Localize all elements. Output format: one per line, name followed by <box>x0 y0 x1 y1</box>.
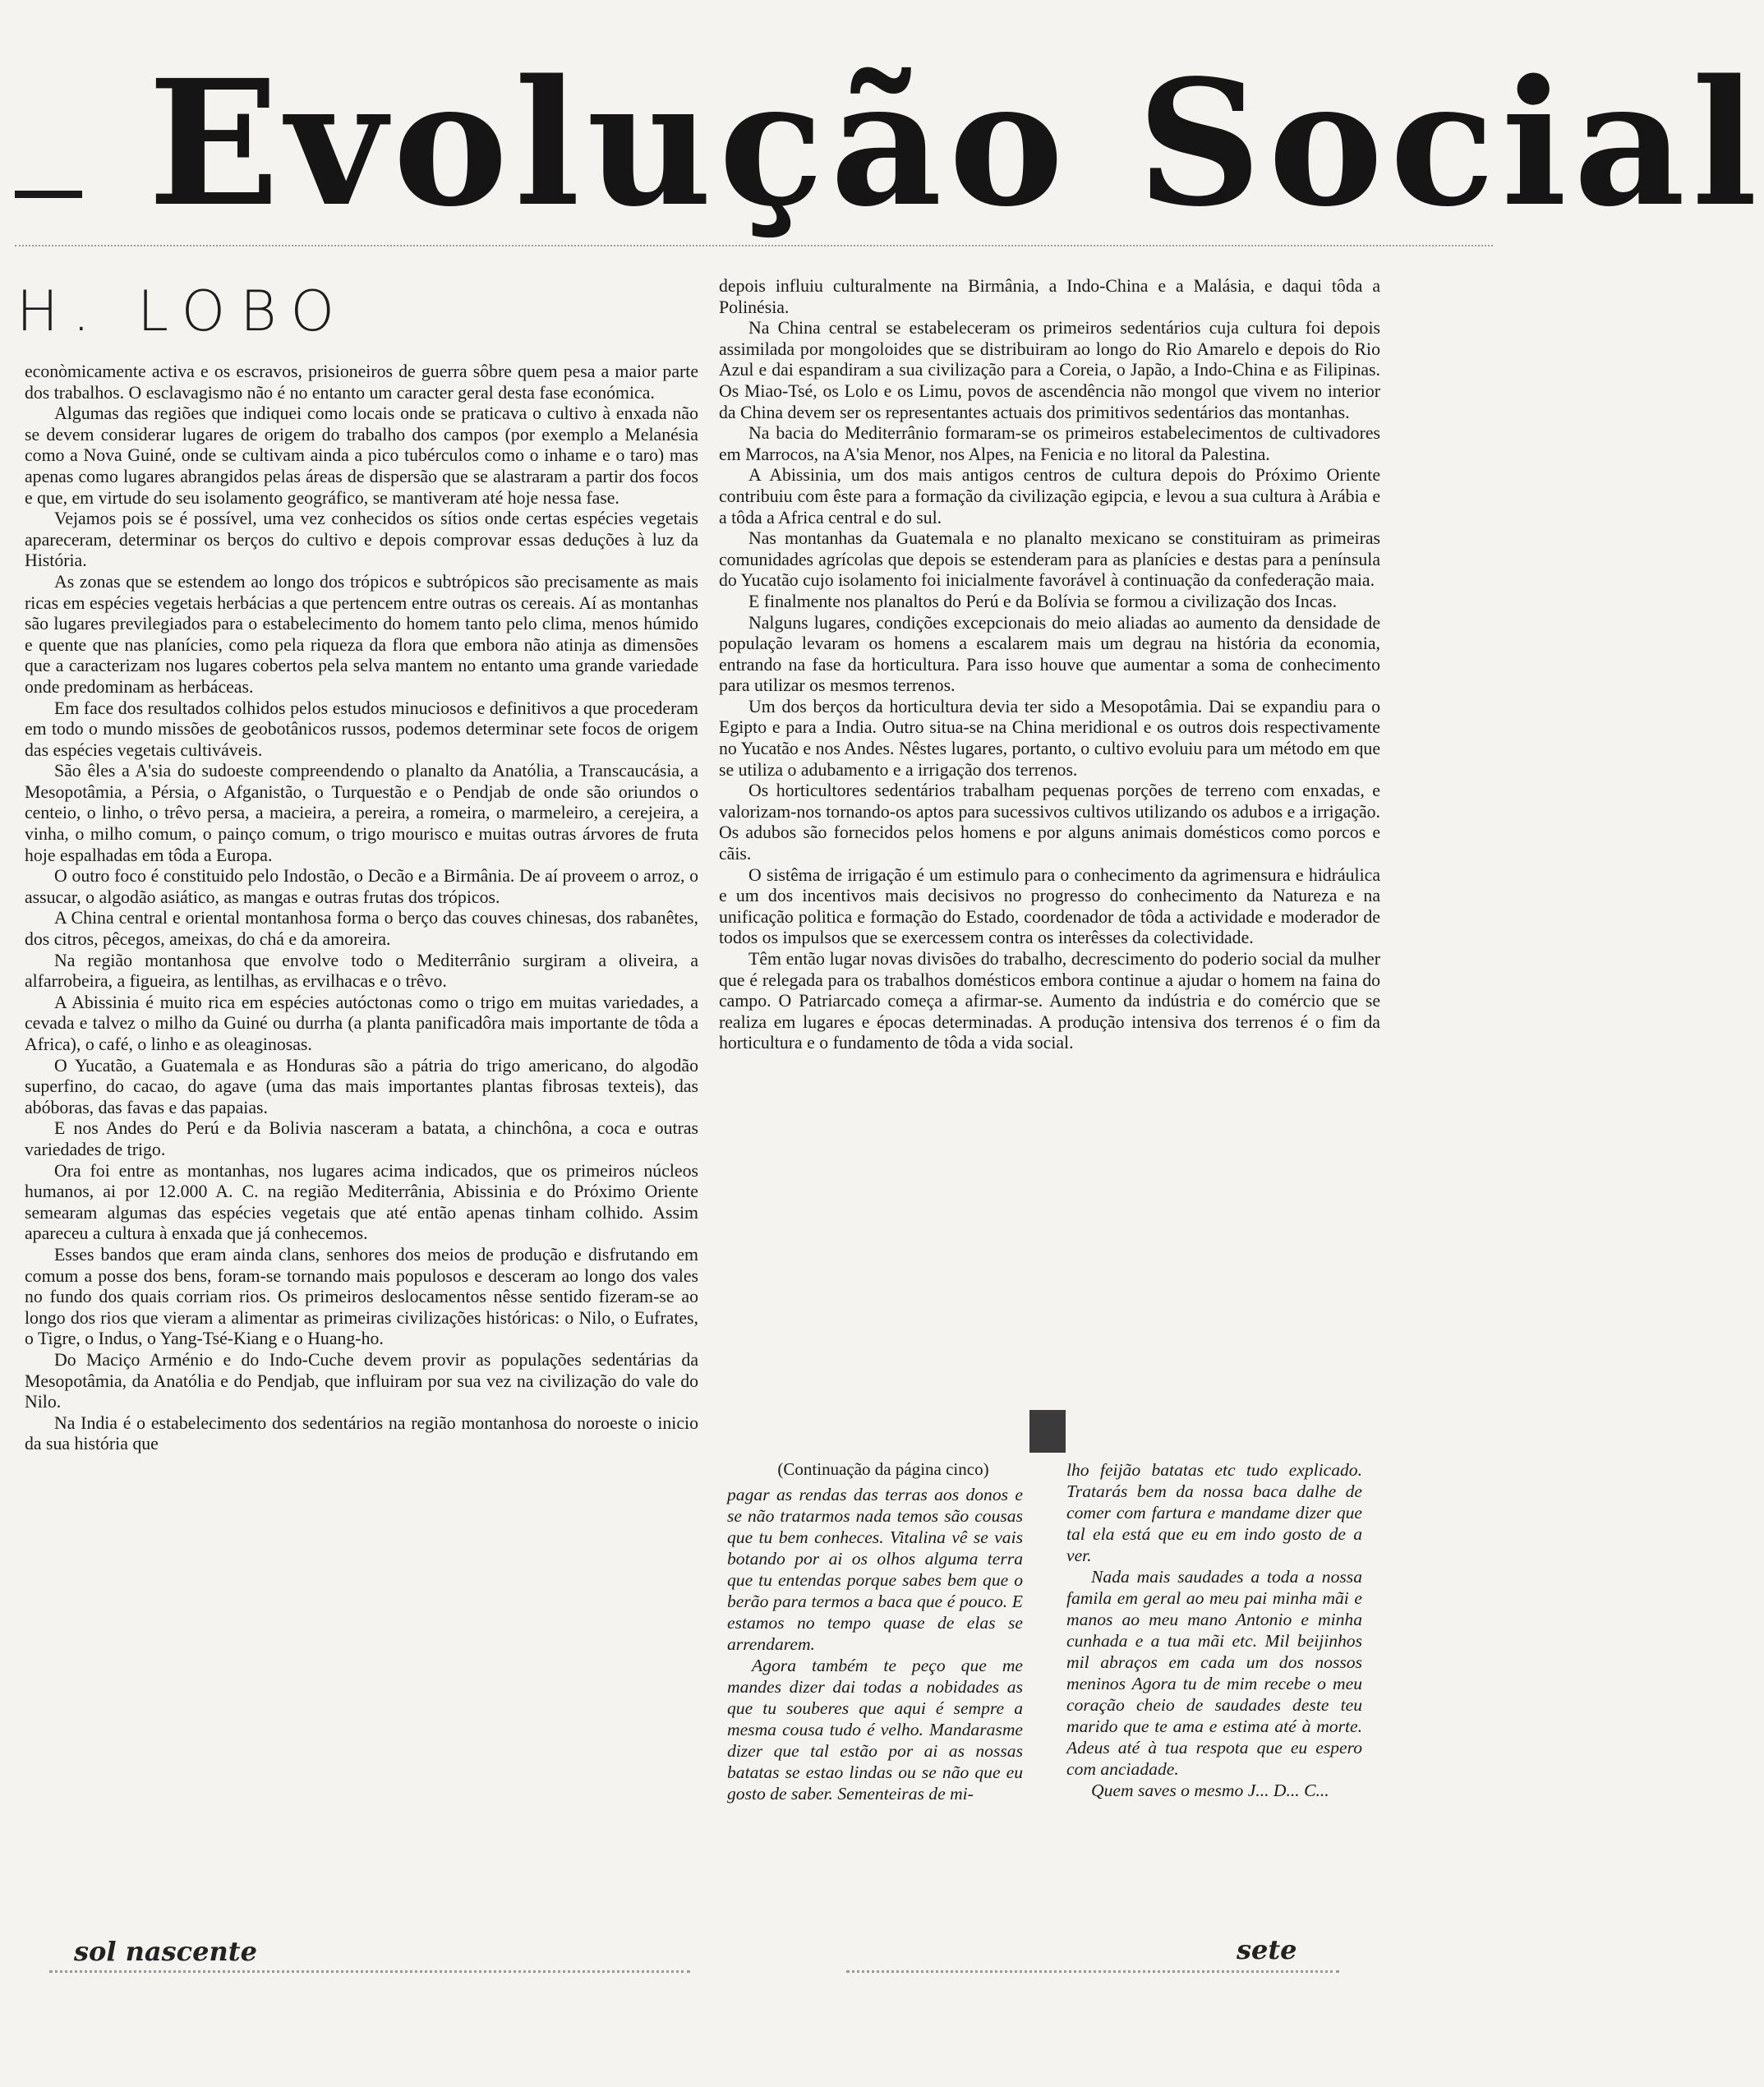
title-dash <box>15 191 82 198</box>
paragraph: A Abissinia, um dos mais antigos centros de cultura depois do Próximo Oriente contribuiu com êste para a formação da civilização egipcia, e levou a sua cultura à Arábia e a tôda a Africa central e do sul. <box>719 465 1380 528</box>
letter-paragraph: Agora também te peço que me mandes dizer dai todas a nobidades as que tu souberes que aqui é sempre a mesma cousa tudo é velho. Mandarasme dizer que tal estão por ai as nossas batatas se estao lindas ou se não que eu gosto de saber. Sementeiras de mi- <box>727 1656 1023 1804</box>
paragraph: Na India é o estabelecimento dos sedentários na região montanhosa do noroeste o inicio da sua história que <box>25 1412 698 1454</box>
paragraph: A China central e oriental montanhosa forma o berço das couves chinesas, dos rabanêtes, dos citros, pêcegos, ameixas, do chá e da amoreira. <box>25 908 698 950</box>
letter-column-2 <box>1066 1459 1362 1801</box>
paragraph: E nos Andes do Perú e da Bolivia nasceram a batata, a chinchôna, a coca e outras variedades de trigo. <box>25 1118 698 1159</box>
paragraph: E finalmente nos planaltos do Perú e da Bolívia se formou a civilização dos Incas. <box>748 591 1338 611</box>
section-end-marker <box>1029 1410 1066 1453</box>
paragraph: depois influiu culturalmente na Birmânia, a Indo-China e a Malásia, e daqui tôda a Polinésia. <box>719 276 1380 317</box>
paragraph: Os horticultores sedentários trabalham pequenas porções de terreno com enxadas, e valorizam-nos tornando-os aptos para sucessivos cultivos utilizando os adubos e a irrigação. Os adubos são fornecidos pelos homens e por alguns animais domésticos como porcos e cãis. <box>719 781 1380 864</box>
paragraph: Algumas das regiões que indiquei como locais onde se praticava o cultivo à enxada não se devem considerar lugares de origem do trabalho dos campos (por exemplo a Melanésia como a Nova Guiné, onde se cultivam ainda a pico tubérculos como o inhame e o taro) mas apenas como lugares abrangidos pelas áreas de dispersão que se alastraram a partir dos focos e que, em virtude do seu isolamento geográfico, se mantiveram até hoje nessa fase. <box>25 403 698 508</box>
paragraph: Ora foi entre as montanhas, nos lugares acima indicados, que os primeiros núcleos humanos, ai por 12.000 A. C. na região Mediterrânia, Abissinia e do Próximo Oriente semearam algumas das espécies vegetais que até então apenas tinham colhido. Assim apareceu a cultura à enxada que já conhecemos. <box>25 1160 698 1244</box>
paragraph: Têm então lugar novas divisões do trabalho, decrescimento do poderio social da mulher que é relegada para os trabalhos domésticos embora continue a ajudar o homem na faina do campo. O Patriarcado começa a afirmar-se. Aumento da indústria e do comércio que se realiza em lugares e épocas determinadas. A produção intensiva dos terrenos é o fim da horticultura e o fundamento de tôda a vida social. <box>719 949 1380 1053</box>
paragraph: Do Maciço Arménio e do Indo-Cuche devem provir as populações sedentárias da Mesopotâmia, da Anatólia e do Pendjab, que influiram por sua vez na civilização do vale do Nilo. <box>25 1349 698 1412</box>
letter-column-1 <box>727 1484 1023 1804</box>
letter-paragraph: lho feijão batatas etc tudo explicado. Tratarás bem da nossa baca dalhe de comer com fartura e mandame dizer que tal ela está que eu em indo gosto de a ver. <box>1066 1460 1362 1565</box>
paragraph: Nas montanhas da Guatemala e no planalto mexicano se constituiram as primeiras comunidades agrícolas que depois se estenderam para as planícies e destas para a península do Yucatão cujo isolamento foi inicialmente favorável à continuação da confederação maia. <box>719 528 1380 591</box>
paragraph: O outro foco é constituido pelo Indostão, o Decão e a Birmânia. De aí proveem o arroz, o assucar, o algodão asiático, as mangas e outras frutas dos trópicos. <box>25 866 698 907</box>
paragraph: O Yucatão, a Guatemala e as Honduras são a pátria do trigo americano, do algodão superfino, do cacao, do agave (uma das mais importantes plantas fibrosas texteis), das abóboras, das favas e das papaias. <box>25 1055 698 1117</box>
paragraph: Nalguns lugares, condições excepcionais do meio aliadas ao aumento da densidade de população levaram os homens a escalarem mais um degrau na história da economia, entrando na fase da horticultura. Para isso houve que aumentar a soma de conhecimento para utilizar os mesmos terrenos. <box>719 612 1380 696</box>
article-title: Evolução Social <box>148 42 1764 245</box>
footer-publication-name: sol nascente <box>74 1936 257 1967</box>
letter-paragraph: Quem saves o mesmo J... D... C... <box>1091 1781 1329 1800</box>
paragraph: Vejamos pois se é possível, uma vez conhecidos os sítios onde certas espécies vegetais apareceram, determinar os berços do cultivo e depois comprovar essas deduções à luz da História. <box>25 509 698 571</box>
paragraph: Esses bandos que eram ainda clans, senhores dos meios de produção e disfrutando em comum a posse dos bens, foram-se tornando mais populosos e desceram ao longo dos vales no fundo dos quais corriam rios. Os primeiros deslocamentos nêsse sentido fizeram-se ao longo dos rios que vieram a alimentar as primeiras civilizações históricas: o Nilo, o Eufrates, o Tigre, o Indus, o Yang-Tsé-Kiang e o Huang-ho. <box>25 1244 698 1349</box>
title-divider <box>15 245 1493 246</box>
paragraph: Na China central se estabeleceram os primeiros sedentários cuja cultura foi depois assimilada por mongoloides que se distribuiram ao longo do Rio Amarelo e depois do Rio Azul e dai espandiram a sua civilização para a Coreia, o Japão, a Indo-China e as Filipinas. Os Miao-Tsé, os Lolo e os Limu, povos de ascendência não mongol que vivem no interior da China devem ser os representantes actuais dos primitivos sedentários das montanhas. <box>719 318 1380 422</box>
continuation-heading: (Continuação da página cinco) <box>777 1459 989 1479</box>
paragraph: São êles a A'sia do sudoeste compreendendo o planalto da Anatólia, a Transcaucásia, a Mesopotâmia, a Pérsia, o Afganistão, o Turquestão e o Pendjab de onde são oriundos o centeio, o linho, o trêvo persa, a macieira, a pereira, a romeira, o marmeleiro, a cerejeira, a vinha, o milho comum, o painço comum, o trigo mourisco e muitas outras árvores de fruta hoje espalhadas em tôda a Europa. <box>25 761 698 865</box>
paragraph: Em face dos resultados colhidos pelos estudos minuciosos e definitivos a que procederam em todo o mundo missões de geobotânicos russos, podemos determinar sete focos de origem das espécies vegetais cultiváveis. <box>25 698 698 760</box>
article-column-right <box>719 276 1380 1054</box>
paragraph: Na bacia do Mediterrânio formaram-se os primeiros estabelecimentos de cultivadores em Marrocos, na A'sia Menor, nos Alpes, na Fenicia e no litoral da Palestina. <box>719 423 1380 464</box>
paragraph: Na região montanhosa que envolve todo o Mediterrânio surgiram a oliveira, a alfarrobeira, a figueira, as lentilhas, as ervilhacas e o trêvo. <box>25 950 698 992</box>
footer-divider-left <box>49 1970 690 1973</box>
paragraph: A Abissinia é muito rica em espécies autóctonas como o trigo em muitas variedades, a cevada e talvez o milho da Guiné ou durrha (a planta panificadôra mais importante de tôda a Africa), o café, o linho e as oleaginosas. <box>25 992 698 1054</box>
footer-page-number: sete <box>1237 1934 1297 1965</box>
paragraph: Um dos berços da horticultura devia ter sido a Mesopotâmia. Dai se expandiu para o Egipto e para a India. Outro situa-se na China meridional e os outros dois respectivamente no Yucatão e nos Andes. Nêstes lugares, portanto, o cultivo evoluiu para um método em que se utiliza o adubamento e a irrigação dos terrenos. <box>719 696 1380 780</box>
letter-paragraph: Nada mais saudades a toda a nossa famila em geral ao meu pai minha mãi e manos ao meu mano Antonio e minha cunhada e a tua mãi etc. Mil beijinhos mil abraços em cada um dos nossos meninos Agora tu de mim recebe o meu coração cheio de saudades deste teu marido que te ama e estima até à morte. Adeus até à tua respota que eu espero com anciadade. <box>1066 1567 1362 1779</box>
paragraph: O sistêma de irrigação é um estimulo para o conhecimento da agrimensura e hidráulica e um dos incentivos mais decisivos no progresso do conhecimento da Natureza e na unificação politica e formação do Estado, coordenador de tôda a actividade e moderador de todos os impulsos que se exercessem contra os interêsses da colectividade. <box>719 864 1380 948</box>
article-author: H. LOBO <box>16 279 350 344</box>
letter-paragraph: pagar as rendas das terras aos donos e se não tratarmos nada temos são cousas que tu bem conheces. Vitalina vê se vais botando por ai os olhos alguma terra que tu entendas porque sabes bem que o berão para termos a baca que é pouco. E estamos no tempo quase de elas se arrendarem. <box>727 1485 1023 1654</box>
paragraph: econòmicamente activa e os escravos, prisioneiros de guerra sôbre quem pesa a maior parte dos trabalhos. O esclavagismo não é no entanto um caracter geral desta fase económica. <box>25 362 698 403</box>
footer-divider-right <box>846 1970 1339 1973</box>
article-column-left <box>25 362 698 1455</box>
paragraph: As zonas que se estendem ao longo dos trópicos e subtrópicos são precisamente as mais ricas em espécies vegetais herbácias a que pertencem entre outras os cereais. Aí as montanhas são lugares previlegiados para o estabelecimento do homem tanto pelo clima, menos húmido e quente que nas planícies, como pela riqueza da flora que embora não atinja as dimensões que a caracterizam nos lugares cobertos pela selva mantem no entanto uma grande variedade onde predominam as herbáceas. <box>25 571 698 697</box>
